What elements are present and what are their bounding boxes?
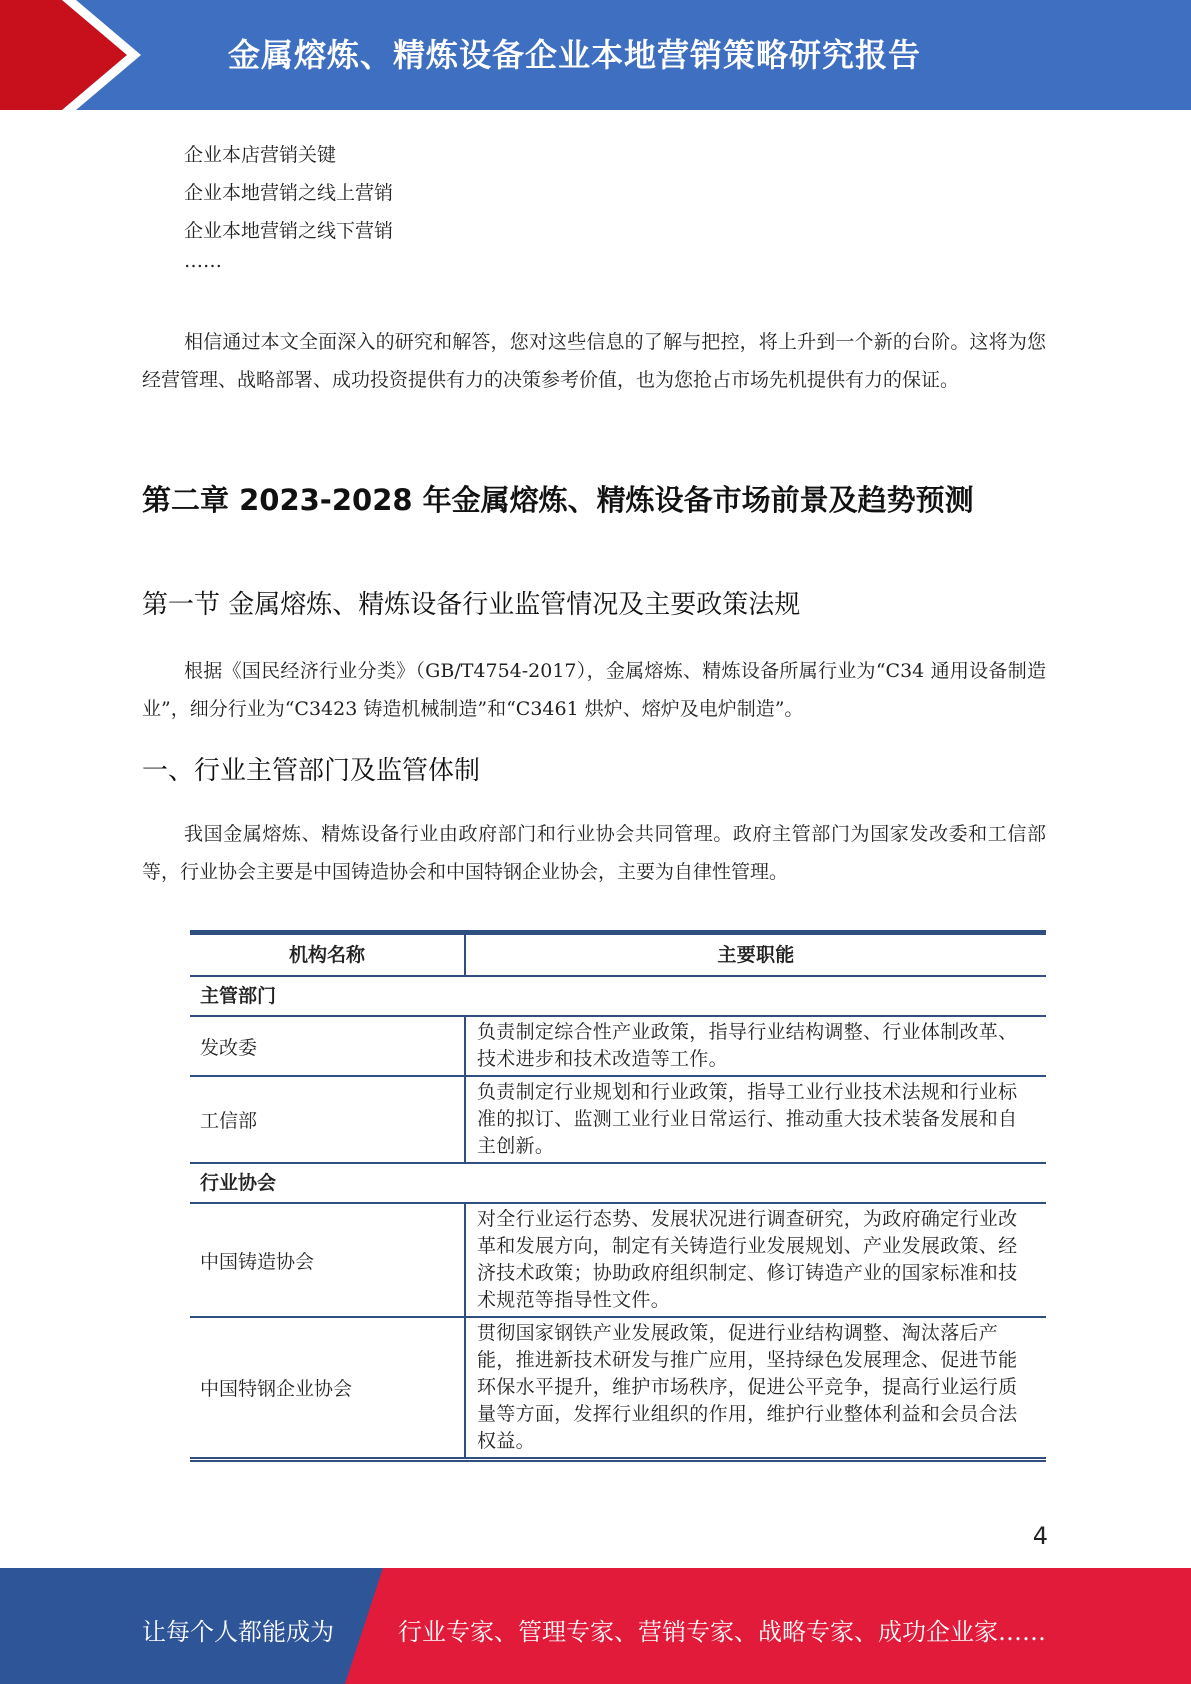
chapter-title: 第二章 2023-2028 年金属熔炼、精炼设备市场前景及趋势预测 xyxy=(142,483,974,517)
header-arrow-decoration xyxy=(0,0,160,110)
footer-slogan-left: 让每个人都能成为 xyxy=(142,1618,334,1646)
section-title: 第一节 金属熔炼、精炼设备行业监管情况及主要政策法规 xyxy=(142,590,801,620)
table-row xyxy=(190,1017,1046,1077)
table-cell-name: 中国铸造协会 xyxy=(190,1204,466,1316)
table-cell-name: 工信部 xyxy=(190,1077,466,1162)
table-group-label: 行业协会 xyxy=(200,1172,277,1194)
subsection-paragraph: 我国金属熔炼、精炼设备行业由政府部门和行业协会共同管理。政府主管部门为国家发改委和工信部等，行业协会主要是中国铸造协会和中国特钢企业协会，主要为自律性管理。 xyxy=(142,823,1046,883)
table-row xyxy=(190,1204,1046,1318)
intro-list-item: 企业本地营销之线上营销 xyxy=(184,182,394,204)
intro-list-ellipsis: …… xyxy=(184,250,222,272)
page-header xyxy=(0,0,1191,110)
table-row xyxy=(190,1077,1046,1164)
table-cell-duty: 贯彻国家钢铁产业发展政策，促进行业结构调整、淘汰落后产能，推进新技术研发与推广应用，坚持绿色发展理念、促进节能环保水平提升，维护市场秩序，促进公平竞争，提高行业运行质量等方面，发挥行业组织的作用，维护行业整体利益和会员合法权益。 xyxy=(477,1322,1018,1452)
report-title: 金属熔炼、精炼设备企业本地营销策略研究报告 xyxy=(228,36,922,74)
table-cell-duty: 负责制定行业规划和行业政策，指导工业行业技术法规和行业标准的拟订、监测工业行业日常运行、推动重大技术装备发展和自主创新。 xyxy=(477,1081,1018,1157)
table-group-row xyxy=(190,977,1046,1017)
footer-slogan-right: 行业专家、管理专家、营销专家、战略专家、成功企业家…… xyxy=(398,1618,1046,1646)
regulatory-bodies-table xyxy=(190,930,1046,1462)
page-footer xyxy=(0,1568,1191,1684)
intro-list-item: 企业本店营销关键 xyxy=(184,144,337,166)
table-cell-duty: 对全行业运行态势、发展状况进行调查研究，为政府确定行业改革和发展方向，制定有关铸造行业发展规划、产业发展政策、经济技术政策；协助政府组织制定、修订铸造产业的国家标准和技术规范等指导性文件。 xyxy=(477,1208,1018,1311)
table-cell-name: 发改委 xyxy=(190,1017,466,1075)
table-header-duty: 主要职能 xyxy=(717,944,795,966)
table-header-name: 机构名称 xyxy=(190,935,466,975)
table-group-label: 主管部门 xyxy=(200,985,277,1007)
table-cell-duty: 负责制定综合性产业政策，指导行业结构调整、行业体制改革、技术进步和技术改造等工作。 xyxy=(477,1021,1018,1070)
subsection-title: 一、行业主管部门及监管体制 xyxy=(142,756,481,786)
table-group-row xyxy=(190,1164,1046,1204)
page-number: 4 xyxy=(1032,1522,1048,1550)
table-row xyxy=(190,1318,1046,1457)
section-paragraph: 根据《国民经济行业分类》（GB/T4754-2017），金属熔炼、精炼设备所属行业为“C34 通用设备制造业”，细分行业为“C3423 铸造机械制造”和“C3461 烘炉、熔炉及电炉制造”。 xyxy=(142,660,1046,720)
intro-list-item: 企业本地营销之线下营销 xyxy=(184,220,394,242)
table-header-row xyxy=(190,935,1046,977)
intro-paragraph: 相信通过本文全面深入的研究和解答，您对这些信息的了解与把控，将上升到一个新的台阶。这将为您经营管理、战略部署、成功投资提供有力的决策参考价值，也为您抢占市场先机提供有力的保证。 xyxy=(142,331,1046,391)
table-cell-name: 中国特钢企业协会 xyxy=(190,1318,466,1457)
